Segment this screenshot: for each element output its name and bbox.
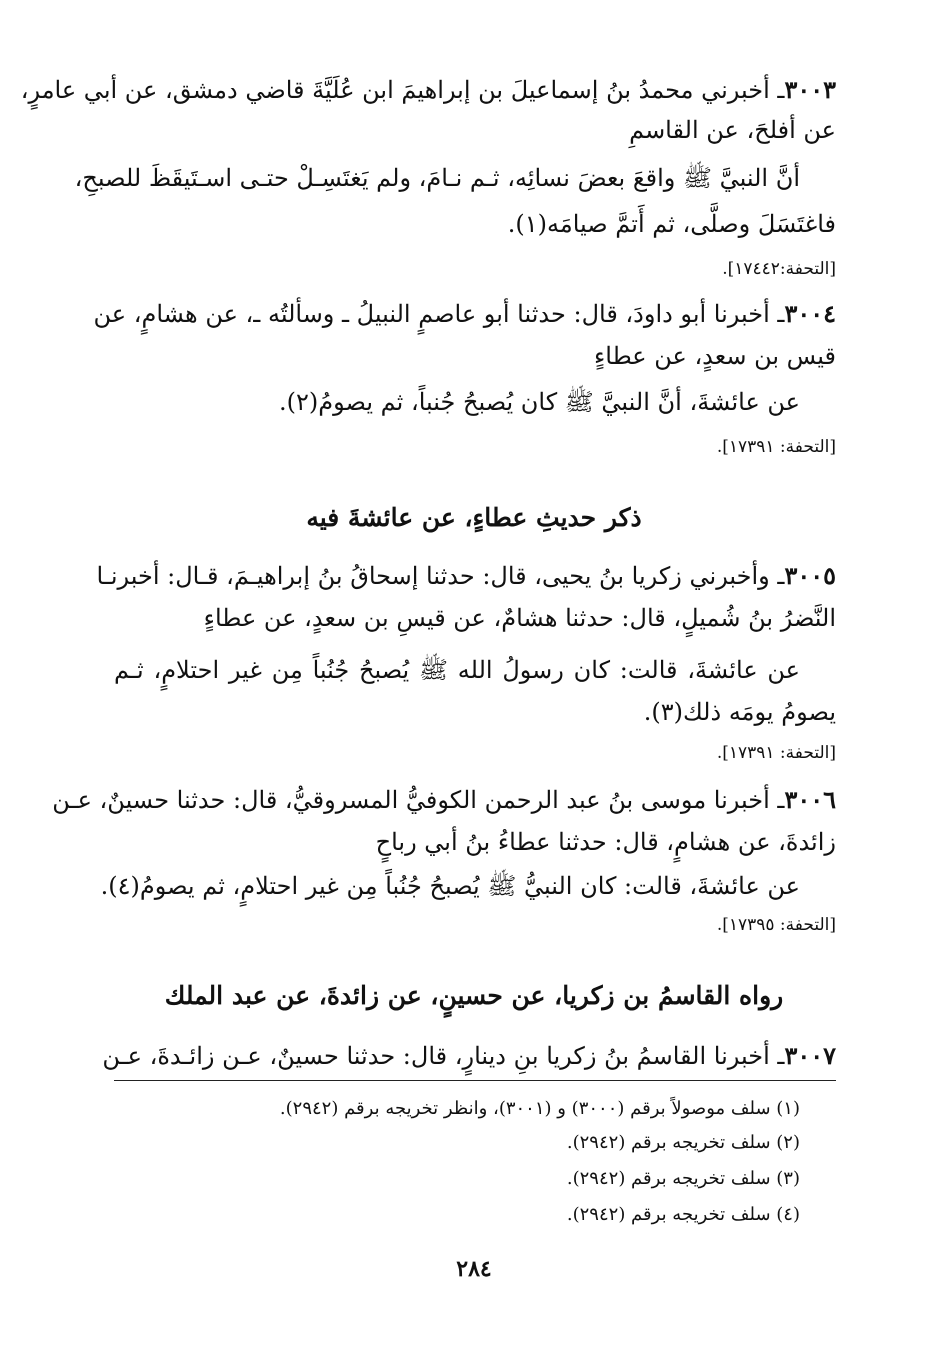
hadith-3006-line-2: زائدةَ، عن هشامٍ، قال: حدثنا عطاءُ بنُ أبي رباحٍ bbox=[375, 828, 836, 856]
hadith-3004-text: ـ أخبرنا أبو داودَ، قال: حدثنا أبو عاصمٍ النبيلُ ـ وسألتُه ـ، عن هشامٍ، عن bbox=[93, 300, 785, 328]
footnote-1: (١) سلف موصولاً برقم (٣٠٠٠) و (٣٠٠١)، وانظر تخريجه برقم (٢٩٤٢). bbox=[279, 1098, 800, 1119]
footnote-3: (٣) سلف تخريجه برقم (٢٩٤٢). bbox=[566, 1168, 800, 1189]
hadith-3005-line-1 bbox=[96, 556, 836, 596]
hadith-3007-text: ـ أخبرنا القاسمُ بنُ زكريا بنِ دينارٍ، قال: حدثنا حسينٌ، عـن زائـدةَ، عـن bbox=[102, 1042, 785, 1070]
hadith-3004-line-2: قيس بن سعدٍ، عن عطاءٍ bbox=[593, 342, 836, 370]
hadith-3007-line-1 bbox=[102, 1036, 836, 1076]
hadith-3003-line-1 bbox=[20, 70, 836, 110]
hadith-3003-number: ٣٠٠٣ bbox=[784, 75, 836, 104]
hadith-3003-line-3: أنَّ النبيَّ ﷺ واقعَ بعضَ نسائِه، ثـم نـامَ، ولم يَغتَسِـلْ حتـى اسـتَيقَظَ للصبحِ، bbox=[74, 164, 800, 192]
footnote-4: (٤) سلف تخريجه برقم (٢٩٤٢). bbox=[566, 1204, 800, 1225]
hadith-3003-text: ـ أخبرني محمدُ بنُ إسماعيلَ بن إبراهيمَ ابن عُلَيَّةَ قاضي دمشق، عن أبي عامرٍ، bbox=[20, 76, 785, 104]
hadith-3004-line-3: عن عائشةَ، أنَّ النبيَّ ﷺ كان يُصبحُ جُنباً، ثم يصومُ(٢). bbox=[279, 388, 800, 416]
section-heading-1: ذكر حديثِ عطاءٍ، عن عائشةَ فيه bbox=[306, 503, 642, 532]
hadith-3003-line-4: فاغتَسَلَ وصلَّى، ثم أَتمَّ صيامَه(١). bbox=[507, 210, 836, 238]
section-heading-2: رواه القاسمُ بن زكريا، عن حسينٍ، عن زائدةَ، عن عبد الملك bbox=[164, 981, 784, 1010]
footnote-2: (٢) سلف تخريجه برقم (٢٩٤٢). bbox=[566, 1132, 800, 1153]
hadith-3004-tuhfa: [التحفة: ١٧٣٩١]. bbox=[716, 437, 836, 457]
hadith-3003-line-2: عن أفلحَ، عن القاسمِ bbox=[629, 116, 836, 144]
footnote-separator bbox=[114, 1080, 836, 1081]
hadith-3006-tuhfa: [التحفة: ١٧٣٩٥]. bbox=[716, 915, 836, 935]
hadith-3006-text: ـ أخبرنا موسى بنُ عبد الرحمن الكوفيُّ المسروقيُّ، قال: حدثنا حسينٌ، عـن bbox=[52, 786, 785, 814]
hadith-3007-number: ٣٠٠٧ bbox=[784, 1041, 836, 1070]
hadith-3005-line-4: يصومُ يومَه ذلك(٣). bbox=[643, 698, 836, 726]
hadith-3006-line-3: عن عائشةَ، قالت: كان النبيُّ ﷺ يُصبحُ جُنُباً مِن غير احتلامٍ، ثم يصومُ(٤). bbox=[100, 872, 800, 900]
hadith-3005-line-3: عن عائشةَ، قالت: كان رسولُ الله ﷺ يُصبحُ جُنُباً مِن غير احتلامٍ، ثـم bbox=[114, 656, 800, 684]
hadith-3004-line-1 bbox=[93, 294, 836, 334]
hadith-3006-number: ٣٠٠٦ bbox=[784, 785, 836, 814]
hadith-3005-tuhfa: [التحفة: ١٧٣٩١]. bbox=[716, 743, 836, 763]
hadith-3005-number: ٣٠٠٥ bbox=[784, 561, 836, 590]
hadith-3004-number: ٣٠٠٤ bbox=[784, 299, 836, 328]
hadith-3003-tuhfa: [التحفة:١٧٤٤٢]. bbox=[722, 259, 836, 279]
hadith-3006-line-1 bbox=[52, 780, 836, 820]
page-number: ٢٨٤ bbox=[456, 1256, 492, 1282]
hadith-3005-line-2: النَّضرُ بنُ شُميلٍ، قال: حدثنا هشامٌ، عن قيسِ بن سعدٍ، عن عطاءٍ bbox=[203, 604, 836, 632]
hadith-3005-text: ـ وأخبرني زكريا بنُ يحيى، قال: حدثنا إسحاقُ بنُ إبراهيـمَ، قـال: أخبرنـا bbox=[96, 562, 785, 590]
